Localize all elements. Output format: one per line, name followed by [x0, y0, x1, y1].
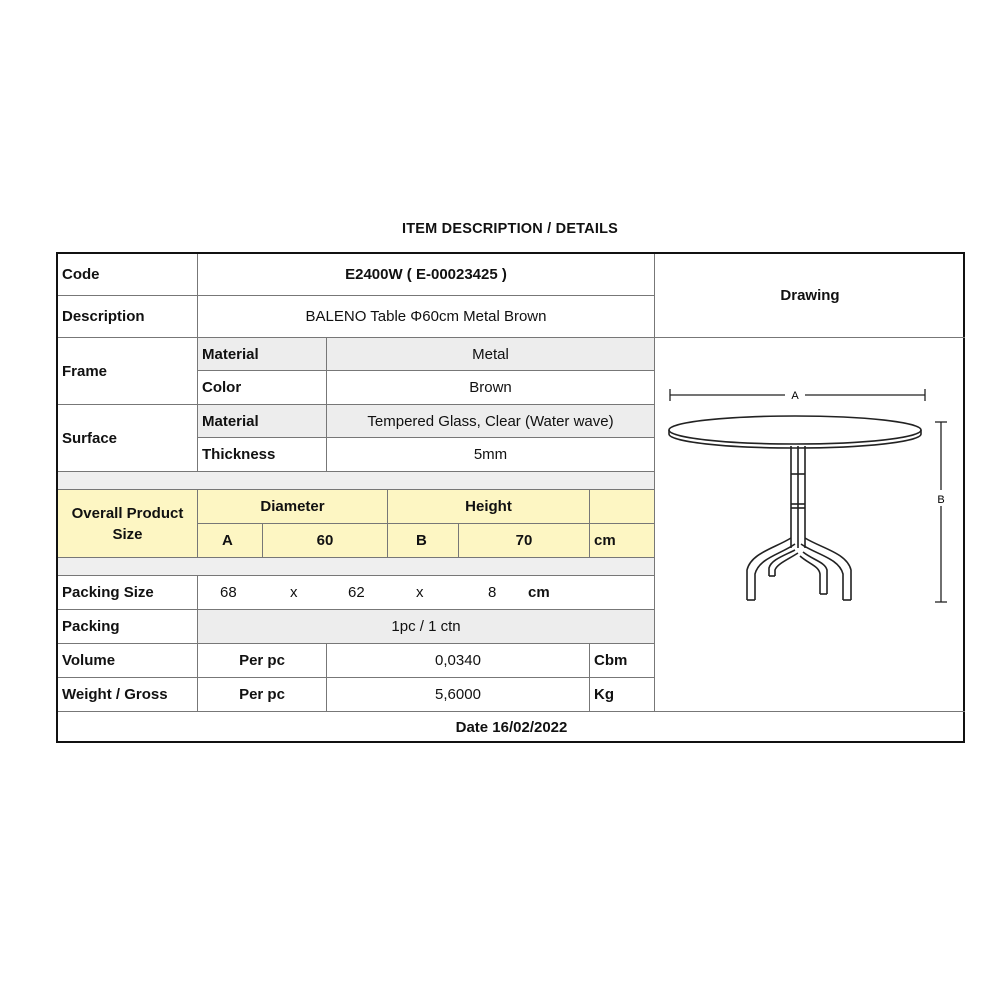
- volume-unit: Cbm: [590, 644, 655, 678]
- frame-color-label: Color: [198, 371, 327, 405]
- packing-width: 62: [348, 584, 365, 601]
- packing-value: 1pc / 1 ctn: [198, 610, 655, 644]
- dim-a-value: 60: [263, 524, 388, 558]
- diameter-label: Diameter: [198, 490, 388, 524]
- spacer-row: [58, 472, 655, 490]
- volume-per: Per pc: [198, 644, 327, 678]
- code-label: Code: [58, 254, 198, 296]
- unit-header-blank: [590, 490, 655, 524]
- packing-length: 68: [220, 584, 237, 601]
- dim-a-label: A: [198, 524, 263, 558]
- spec-sheet: [56, 252, 965, 743]
- date-footer: Date 16/02/2022: [455, 719, 568, 736]
- dim-b-value: 70: [459, 524, 590, 558]
- dim-unit: cm: [590, 524, 655, 558]
- packing-x2: x: [416, 584, 424, 601]
- document-title: ITEM DESCRIPTION / DETAILS: [402, 221, 618, 237]
- frame-material-value: Metal: [327, 338, 655, 371]
- height-label: Height: [388, 490, 590, 524]
- drawing-label: Drawing: [655, 254, 965, 338]
- code-value: E2400W ( E-00023425 ): [198, 254, 655, 296]
- packing-x1: x: [290, 584, 298, 601]
- frame-material-label: Material: [198, 338, 327, 371]
- frame-label: Frame: [58, 338, 198, 405]
- packing-size-values: [198, 576, 655, 610]
- dim-a-marker: A: [791, 390, 799, 402]
- table-drawing: [655, 338, 965, 712]
- surface-material-label: Material: [198, 405, 327, 438]
- frame-color-value: Brown: [327, 371, 655, 405]
- volume-label: Volume: [58, 644, 198, 678]
- packing-size-label: Packing Size: [58, 576, 198, 610]
- overall-size-label: Overall Product Size: [58, 490, 198, 558]
- spacer-row: [58, 558, 655, 576]
- volume-value: 0,0340: [327, 644, 590, 678]
- weight-unit: Kg: [590, 678, 655, 712]
- dim-b-label: B: [388, 524, 459, 558]
- description-value: BALENO Table Φ60cm Metal Brown: [198, 296, 655, 338]
- weight-value: 5,6000: [327, 678, 590, 712]
- surface-thickness-value: 5mm: [327, 438, 655, 472]
- weight-label: Weight / Gross: [58, 678, 198, 712]
- description-label: Description: [58, 296, 198, 338]
- surface-label: Surface: [58, 405, 198, 472]
- surface-material-value: Tempered Glass, Clear (Water wave): [327, 405, 655, 438]
- drawing-area: [655, 338, 965, 712]
- packing-label: Packing: [58, 610, 198, 644]
- dim-b-marker: B: [937, 494, 945, 506]
- packing-unit: cm: [528, 584, 550, 601]
- surface-thickness-label: Thickness: [198, 438, 327, 472]
- packing-height: 8: [488, 584, 497, 601]
- weight-per: Per pc: [198, 678, 327, 712]
